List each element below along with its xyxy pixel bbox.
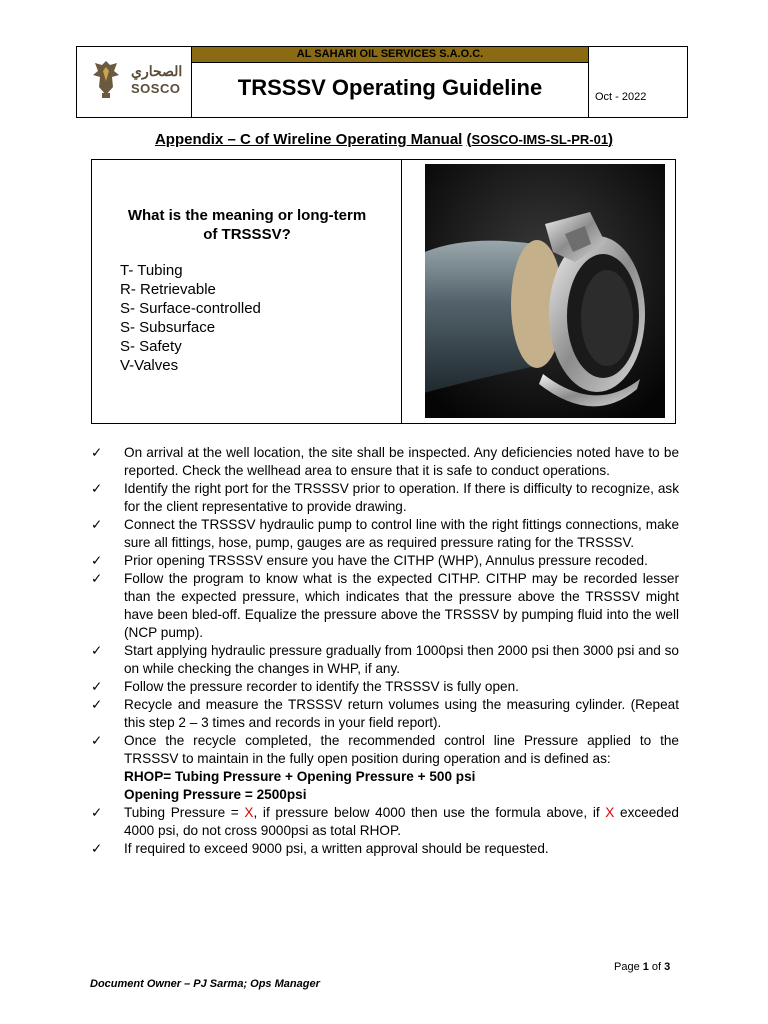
- list-item: [91, 804, 679, 840]
- list-item: [91, 696, 679, 732]
- check-icon: ✓: [91, 841, 103, 856]
- opening-pressure-formula: Opening Pressure = 2500psi: [124, 787, 307, 802]
- list-item: [91, 678, 679, 696]
- term-item: R- Retrievable: [120, 281, 216, 298]
- acronym-terms: [120, 261, 261, 375]
- tubing-text-3: exceeded 4000 psi, do not cross 9000psi as total RHOP.: [124, 805, 679, 838]
- sosco-logo: [91, 57, 181, 107]
- term-item: V-Valves: [120, 357, 179, 374]
- document-owner: Document Owner – PJ Sarma; Ops Manager: [90, 978, 320, 990]
- term-item: T- Tubing: [120, 262, 183, 279]
- appendix-code-close: ): [608, 131, 614, 148]
- company-name: AL SAHARI OIL SERVICES S.A.O.C.: [192, 47, 588, 63]
- check-icon: ✓: [91, 697, 103, 712]
- appendix-heading: [0, 131, 768, 148]
- page-prefix: Page: [614, 961, 643, 973]
- check-icon: ✓: [91, 733, 103, 748]
- list-item-text: Connect the TRSSSV hydraulic pump to control line with the right fittings connections, make sure all fittings, hose, pump, gauges are as required pressure rating for the TRSSSV.: [124, 517, 679, 550]
- tubing-text-2: , if pressure below 4000 then use the formula above, if: [253, 805, 606, 820]
- list-item-text: If required to exceed 9000 psi, a written approval should be requested.: [124, 841, 549, 856]
- check-icon: ✓: [91, 643, 103, 658]
- logo-text: SOSCO: [131, 81, 181, 96]
- list-item-text: On arrival at the well location, the site shall be inspected. Any deficiencies noted have to be reported. Check the wellhead area to ensure that it is safe to conduct operations.: [124, 445, 679, 478]
- date-cell: [588, 47, 687, 117]
- check-icon: ✓: [91, 553, 103, 568]
- page-current: 1: [642, 961, 649, 973]
- list-item: [91, 444, 679, 480]
- tubing-text-1: Tubing Pressure =: [124, 805, 245, 820]
- list-item-text: Identify the right port for the TRSSSV prior to operation. If there is difficulty to recognize, ask for the client representative to provide drawing.: [124, 481, 679, 514]
- list-item: [91, 840, 679, 858]
- list-item-text: Start applying hydraulic pressure gradually from 1000psi then 2000 psi then 3000 psi and so on while checking the changes in WHP, if any.: [124, 643, 679, 676]
- logo-cell: [77, 47, 192, 117]
- definition-question: [92, 206, 402, 244]
- appendix-code: SOSCO-IMS-SL-PR-01: [471, 132, 609, 147]
- check-icon: ✓: [91, 445, 103, 460]
- falcon-icon: [91, 57, 121, 101]
- procedure-list: [91, 444, 679, 858]
- trsssv-definition-box: [91, 159, 676, 424]
- page-number: [614, 961, 670, 973]
- check-icon: ✓: [91, 571, 103, 586]
- logo-arabic-text: الصحاري: [131, 63, 183, 79]
- term-item: S- Surface-controlled: [120, 300, 261, 317]
- trsssv-valve-photo: [425, 164, 665, 418]
- list-item: [91, 642, 679, 678]
- header-table: [76, 46, 688, 118]
- rhop-formula: RHOP= Tubing Pressure + Opening Pressure + 500 psi: [124, 769, 476, 784]
- list-item: [91, 480, 679, 516]
- tubing-variable-x: X: [244, 805, 254, 820]
- term-item: S- Subsurface: [120, 319, 216, 336]
- list-item-text: Follow the program to know what is the expected CITHP. CITHP may be recorded lesser than the expected pressure, which indicates that the pressure above the TRSSSV might have been bled-off. Equalize the pressure above the TRSSSV by pumping fluid into the well (NCP pump).: [124, 571, 679, 640]
- list-item-text: Recycle and measure the TRSSSV return volumes using the measuring cylinder. (Repeat this step 2 – 3 times and records in your field report).: [124, 697, 679, 730]
- list-item: [91, 516, 679, 552]
- list-item: [91, 732, 679, 768]
- list-item-text: Prior opening TRSSSV ensure you have the CITHP (WHP), Annulus pressure recoded.: [124, 553, 648, 568]
- tubing-variable-x: X: [605, 805, 615, 820]
- appendix-title: Appendix – C of Wireline Operating Manual: [154, 131, 463, 148]
- list-item: [91, 552, 679, 570]
- definition-cell: [92, 160, 402, 423]
- check-icon: ✓: [91, 517, 103, 532]
- document-title: TRSSSV Operating Guideline: [237, 75, 543, 100]
- page-total: 3: [664, 961, 671, 973]
- appendix-code-open: (: [466, 131, 472, 148]
- question-line-1: What is the meaning or long-term: [127, 207, 367, 224]
- question-line-2: of TRSSSV?: [203, 226, 291, 243]
- term-item: S- Safety: [120, 338, 182, 355]
- list-item: [91, 570, 679, 642]
- check-icon: ✓: [91, 481, 103, 496]
- document-date: Oct - 2022: [595, 91, 647, 103]
- list-item-text: Follow the pressure recorder to identify the TRSSSV is fully open.: [124, 679, 519, 694]
- check-icon: ✓: [91, 679, 103, 694]
- check-icon: ✓: [91, 805, 103, 820]
- page-of: of: [648, 961, 665, 973]
- list-item-text: Once the recycle completed, the recommended control line Pressure applied to the TRSSSV to maintain in the fully open position during operation and is defined as:: [124, 733, 679, 766]
